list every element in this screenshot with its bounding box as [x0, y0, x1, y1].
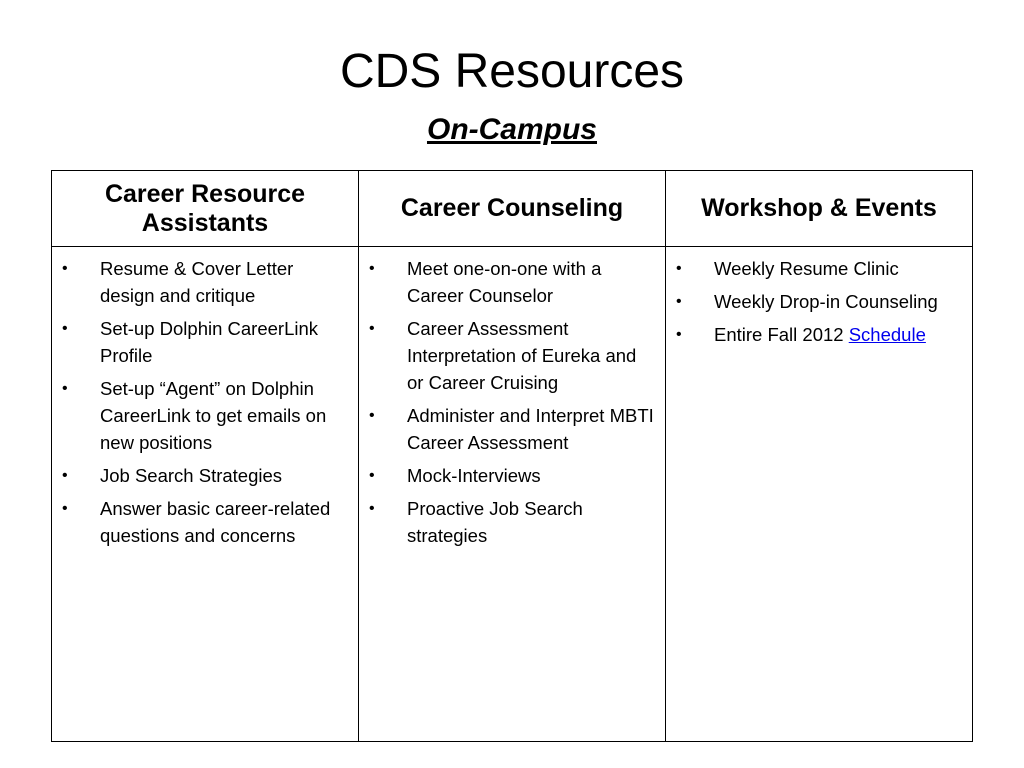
slide-title: CDS Resources — [339, 45, 685, 98]
list-item-text: Mock-Interviews — [407, 465, 541, 486]
list-item — [58, 495, 348, 549]
list-item-text: Career Assessment Interpretation of Eureka and or Career Cruising — [407, 318, 637, 393]
list-item — [365, 402, 655, 456]
bullet-icon: • — [676, 293, 682, 310]
list-item — [58, 462, 348, 489]
bullet-icon: • — [676, 326, 682, 343]
resources-table — [51, 170, 973, 742]
list-item — [365, 495, 655, 549]
bullet-icon: • — [62, 500, 68, 517]
workshop-events-list — [672, 255, 962, 348]
list-item-text: Job Search Strategies — [100, 465, 283, 486]
bullet-icon: • — [62, 260, 68, 277]
career-counseling-list — [365, 255, 655, 549]
list-item — [672, 255, 962, 282]
list-item-text: Set-up Dolphin CareerLink Profile — [100, 318, 319, 366]
column-header-career-counseling: Career Counseling — [359, 171, 666, 247]
list-item-text: Proactive Job Search strategies — [407, 498, 583, 546]
list-item-text: Administer and Interpret MBTI Career Assessment — [407, 405, 654, 453]
list-item-text: Weekly Resume Clinic — [714, 258, 899, 279]
list-item — [672, 288, 962, 315]
slide-subtitle: On-Campus — [426, 113, 597, 146]
bullet-icon: • — [62, 467, 68, 484]
list-item — [58, 375, 348, 456]
list-item-text: Resume & Cover Letter design and critique — [100, 258, 294, 306]
career-counseling-cell — [359, 247, 666, 742]
bullet-icon: • — [62, 320, 68, 337]
list-item — [58, 315, 348, 369]
list-item-text: Meet one-on-one with a Career Counselor — [407, 258, 602, 306]
list-item — [58, 255, 348, 309]
column-header-workshop-events: Workshop & Events — [666, 171, 973, 247]
career-resource-assistants-list — [58, 255, 348, 549]
bullet-icon: • — [369, 407, 375, 424]
list-item-text: Weekly Drop-in Counseling — [714, 291, 938, 312]
list-item-text: Answer basic career-related questions and concerns — [100, 498, 331, 546]
list-item — [672, 321, 962, 348]
header-row — [52, 171, 973, 247]
column-header-career-resource-assistants: Career Resource Assistants — [52, 171, 359, 247]
bullet-icon: • — [369, 320, 375, 337]
content-row — [52, 247, 973, 742]
list-item — [365, 462, 655, 489]
schedule-item-prefix: Entire Fall 2012 — [714, 324, 844, 345]
bullet-icon: • — [369, 260, 375, 277]
list-item-text: Set-up “Agent” on Dolphin CareerLink to get emails on new positions — [100, 378, 327, 453]
bullet-icon: • — [369, 467, 375, 484]
bullet-icon: • — [676, 260, 682, 277]
bullet-icon: • — [62, 380, 68, 397]
workshop-events-cell — [666, 247, 973, 742]
list-item — [365, 315, 655, 396]
schedule-link[interactable]: Schedule — [848, 324, 926, 345]
career-resource-assistants-cell — [52, 247, 359, 742]
list-item — [365, 255, 655, 309]
bullet-icon: • — [369, 500, 375, 517]
